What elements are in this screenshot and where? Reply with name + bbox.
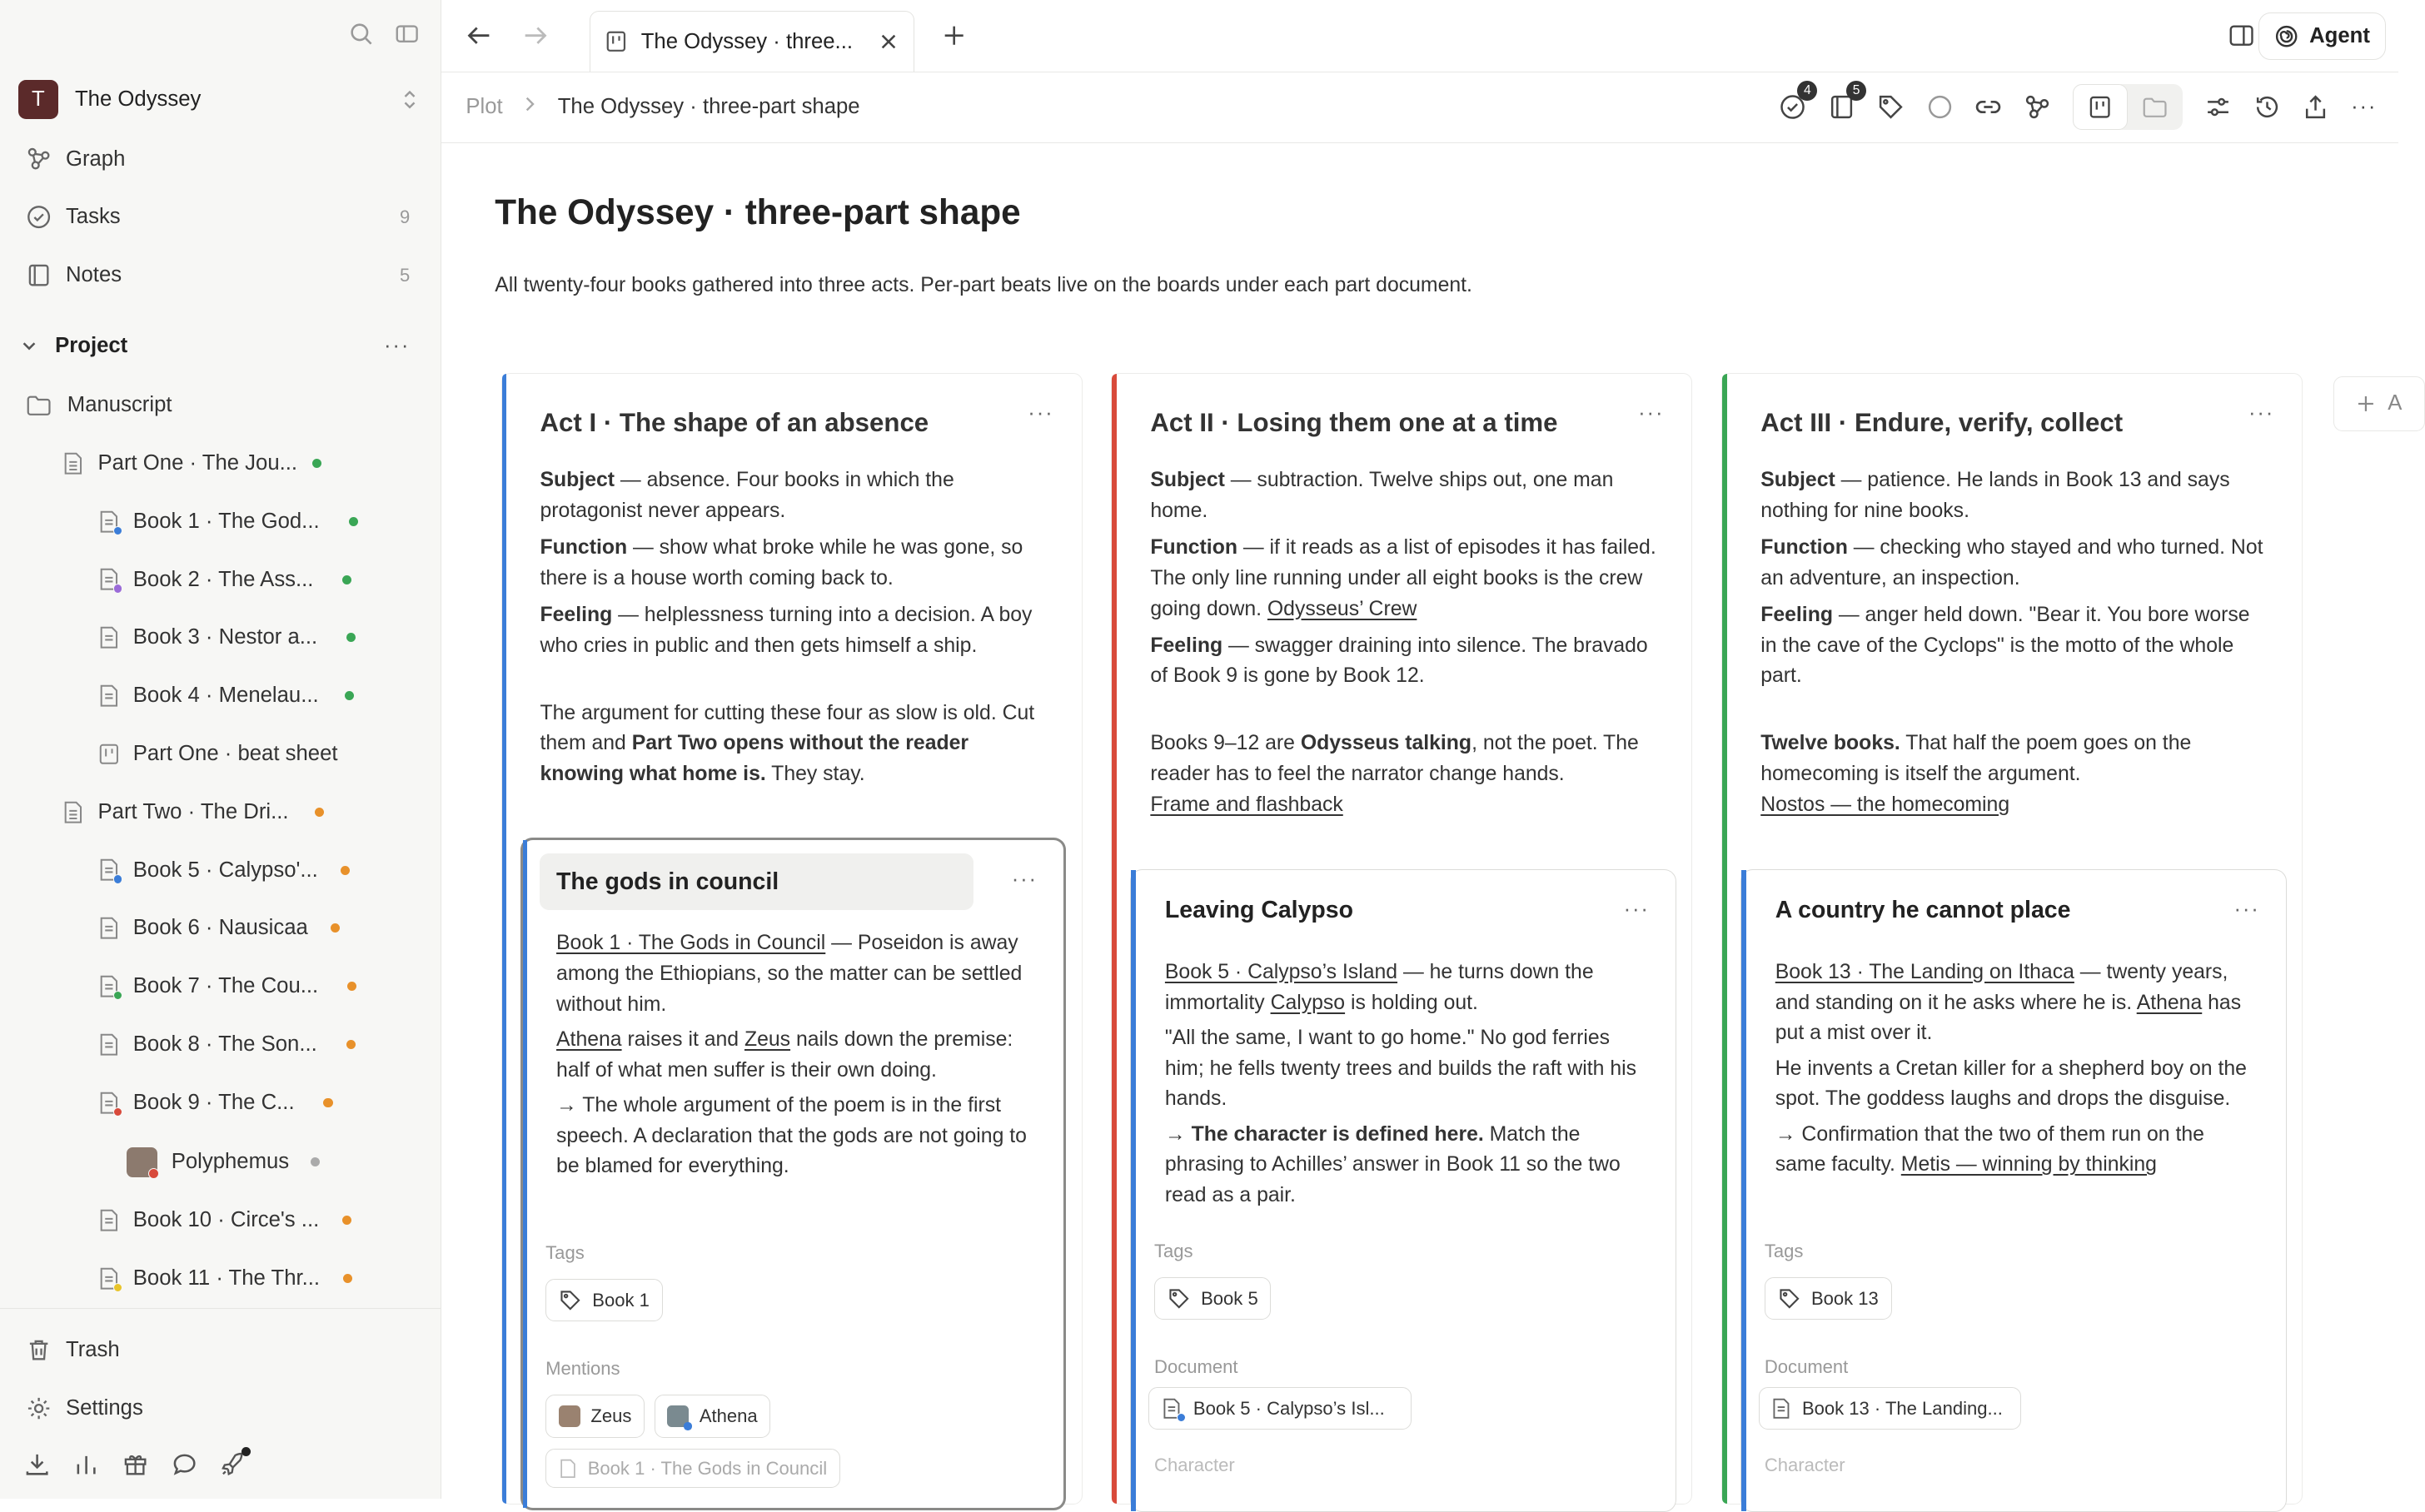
tag-icon (1778, 1287, 1801, 1311)
label: Feeling (1150, 634, 1223, 657)
tab-bar (441, 0, 2398, 72)
nav-label: Settings (65, 1396, 143, 1420)
label: Feeling (540, 603, 613, 626)
document-icon (98, 974, 120, 998)
document-chip-label: Book 5 · Calypso’s Isl... (1193, 1397, 1385, 1419)
workspace-switcher[interactable] (18, 80, 419, 120)
document-link[interactable]: Book 13 · The Landing on Ithaca (1775, 960, 2074, 983)
tree-label: Polyphemus (171, 1150, 290, 1174)
nav-graph[interactable] (26, 142, 410, 176)
act-description (1150, 465, 1661, 826)
character-avatar (127, 1147, 157, 1178)
board-icon (605, 30, 627, 53)
mention-chip[interactable] (655, 1395, 771, 1437)
link-icon[interactable] (1974, 93, 2002, 121)
document-icon (98, 510, 120, 534)
text: "All the same, I want to go home." No god ferries him; he fells twenty trees and builds the raft with his hands. (1164, 1026, 1636, 1111)
act-column-1 (501, 373, 1083, 1505)
card-body (556, 928, 1036, 1186)
bold-text: Twelve books. (1760, 732, 1900, 755)
tree-label: Book 9 · The C... (132, 1090, 295, 1114)
text: — Poseidon is away among the Ethiopians, so the matter can be settled without him. (556, 932, 1023, 1016)
text: That half the poem goes on the homecoming is itself the argument. (1760, 732, 2192, 785)
document-icon (559, 1458, 577, 1480)
chat-icon[interactable] (172, 1451, 197, 1477)
card-color-bar (523, 840, 528, 1508)
add-column-button[interactable] (2333, 376, 2425, 431)
document-label: Document (1764, 1356, 1849, 1378)
status-dot (311, 1157, 320, 1166)
text: — subtraction. Twelve ships out, one man home. (1150, 469, 1614, 523)
tree-label: Book 5 · Calypso'... (132, 858, 318, 882)
more-icon[interactable]: ··· (2351, 95, 2378, 119)
more-icon[interactable]: ··· (1638, 401, 1665, 425)
text: , not the poet. The reader has to feel the narrator change hands. (1150, 732, 1639, 785)
notes-icon[interactable] (1828, 83, 1860, 121)
add-column-label: A (2388, 391, 2403, 415)
mention-label: Athena (699, 1405, 758, 1427)
tree-label: Book 7 · The Cou... (132, 974, 319, 998)
text: — helplessness turning into a decision. A boy who cries in public and then gets himself a ship. (540, 603, 1033, 657)
card-body (1165, 957, 1648, 1216)
board-icon (98, 743, 120, 766)
document-icon (98, 684, 120, 708)
character-avatar (667, 1405, 689, 1427)
split-view-icon[interactable] (2228, 23, 2254, 47)
document-link[interactable]: Book 1 · The Gods in Council (556, 932, 826, 955)
label: Subject (540, 469, 615, 492)
breadcrumb-parent[interactable]: Plot (466, 95, 503, 119)
beat-card[interactable] (1130, 869, 1676, 1511)
nav-label: Graph (65, 147, 126, 171)
text: → The whole argument of the poem is in the first speech. A declaration that the gods are not going to be blamed for everything. (556, 1093, 1027, 1178)
text: — patience. He lands in Book 13 and says nothing for nine books. (1760, 469, 2230, 523)
check-circle-icon (26, 204, 52, 230)
project-section-header[interactable] (20, 329, 410, 362)
more-icon[interactable]: ··· (2248, 401, 2275, 425)
text: — show what broke while he was gone, so there is a house worth coming back to. (540, 536, 1023, 589)
sidebar (0, 0, 441, 1499)
page-title: The Odyssey · three-part shape (495, 192, 1021, 232)
text: → Confirmation that the two of them run on the same faculty. (1775, 1122, 2204, 1176)
document-icon (98, 567, 120, 591)
act-description (540, 465, 1051, 796)
document-link[interactable]: Nostos — the homecoming (1760, 793, 2010, 816)
back-arrow-icon[interactable] (465, 23, 492, 47)
tree-item-book-5[interactable] (98, 853, 351, 887)
tree-item-book-6[interactable] (98, 912, 341, 945)
beat-card[interactable] (1740, 869, 2287, 1511)
gear-icon (26, 1395, 52, 1421)
character-avatar (559, 1405, 580, 1427)
tag-chip[interactable] (1154, 1277, 1271, 1320)
status-dot (315, 808, 324, 817)
tree-label: Book 1 · The God... (132, 509, 320, 533)
mentions-label: Mentions (545, 1358, 620, 1380)
folder-icon (26, 394, 52, 417)
tree-item-part-one[interactable] (62, 446, 321, 480)
tag-chip[interactable] (1765, 1277, 1892, 1320)
nav-count: 5 (399, 264, 411, 286)
view-toggle-group (2073, 84, 2183, 130)
label: Function (1150, 536, 1237, 560)
text: — anger held down. "Bear it. You bore worse in the cave of the Cyclops" is the motto of the whole part. (1760, 603, 2250, 688)
document-label: Book 1 · The Gods in Council (587, 1457, 828, 1479)
tag-icon[interactable] (1877, 93, 1905, 121)
tab-title: The Odyssey · three... (640, 29, 853, 53)
character-link[interactable]: Zeus (744, 1027, 791, 1051)
download-icon[interactable] (24, 1451, 50, 1477)
tag-label: Book 13 (1810, 1287, 1879, 1309)
label: Function (540, 536, 628, 560)
bold-text: Part Two opens without the reader knowing what home is. (540, 732, 969, 785)
tags-label: Tags (1764, 1240, 1804, 1261)
character-label: Character (1764, 1454, 1845, 1475)
document-icon (98, 625, 120, 649)
nav-settings[interactable] (26, 1391, 410, 1425)
breadcrumb (441, 72, 2398, 142)
tree-item-book-8[interactable] (98, 1027, 356, 1061)
card-color-bar (1741, 870, 1746, 1510)
tags-label: Tags (1154, 1240, 1193, 1261)
workspace-avatar: T (18, 80, 58, 120)
nav-label: Notes (65, 263, 122, 287)
card-color-bar (1131, 870, 1136, 1510)
tree-item-book-3[interactable] (98, 621, 356, 654)
tree-item-manuscript[interactable] (26, 389, 172, 422)
tags-label: Tags (545, 1241, 585, 1263)
status-dot (342, 575, 351, 584)
more-icon[interactable]: ··· (2233, 898, 2260, 922)
nav-label: Trash (65, 1338, 120, 1362)
tree-item-book-10[interactable] (98, 1204, 351, 1237)
tree-label: Part One · The Jou... (97, 451, 298, 475)
character-link[interactable]: Athena (2136, 991, 2203, 1014)
sidebar-toggle-icon[interactable] (395, 22, 419, 46)
tasks-count-badge: 4 (1797, 81, 1817, 101)
act-color-bar (1722, 374, 1727, 1504)
tag-icon (1168, 1287, 1191, 1311)
text: They stay. (765, 763, 865, 785)
trash-icon (26, 1337, 52, 1363)
document-icon (62, 451, 84, 475)
document-chip[interactable] (1148, 1387, 1412, 1430)
text: — twenty years, and standing on it he asks where he is. (1775, 960, 2228, 1014)
text: — checking who stayed and who turned. Not an adventure, an inspection. (1760, 536, 2263, 589)
nav-label: Tasks (65, 205, 121, 229)
act-column-2 (1111, 373, 1692, 1505)
document-icon (98, 1266, 120, 1291)
status-dot (347, 982, 356, 991)
status-dot (341, 866, 350, 875)
bold-text: The character is defined here. (1191, 1122, 1484, 1146)
document-icon (98, 1032, 120, 1057)
graph-icon[interactable] (2024, 93, 2051, 121)
agent-spiral-icon (2274, 24, 2298, 48)
text: — if it reads as a list of episodes it has failed. The only line running under all eight books is the crew going down. (1150, 536, 1656, 620)
folder-view-icon[interactable] (2128, 84, 2183, 130)
document-icon (98, 916, 120, 940)
text: — he turns down the immortality (1164, 960, 1594, 1014)
main-area (441, 0, 2403, 1499)
nav-trash[interactable] (26, 1334, 410, 1367)
tree-item-book-1[interactable] (98, 505, 358, 538)
act-color-bar (1112, 374, 1117, 1504)
text: Match the phrasing to Achilles’ answer in Book 11 so the two read as a pair. (1164, 1122, 1621, 1207)
tree-item-book-2[interactable] (98, 563, 352, 596)
close-icon[interactable] (879, 32, 898, 51)
card-title[interactable]: A country he cannot place (1775, 897, 2071, 924)
act-description (1760, 465, 2271, 826)
board-view-icon[interactable] (2073, 84, 2128, 130)
act-title: Act I · The shape of an absence (540, 407, 929, 437)
breadcrumb-current: The Odyssey · three-part shape (557, 95, 860, 119)
document-link[interactable]: Frame and flashback (1150, 793, 1343, 816)
document-link[interactable]: Metis — winning by thinking (1900, 1153, 2157, 1176)
tree-item-part-two[interactable] (62, 795, 323, 828)
document-link[interactable]: Odysseus’ Crew (1267, 597, 1417, 620)
card-body (1775, 957, 2258, 1186)
share-icon[interactable] (2302, 93, 2329, 121)
label: Subject (1150, 469, 1225, 492)
tree-item-book-4[interactable] (98, 679, 354, 713)
note-icon (26, 262, 52, 288)
document-icon (98, 1091, 120, 1115)
more-icon[interactable]: ··· (1011, 867, 1038, 891)
forward-arrow-icon[interactable] (522, 23, 550, 47)
text: Books 9–12 are (1150, 732, 1301, 755)
plus-icon (2356, 394, 2376, 414)
status-dot (312, 459, 321, 468)
label: Function (1760, 536, 1848, 560)
chevron-down-icon (20, 336, 38, 355)
label: Feeling (1760, 603, 1833, 626)
nav-count: 9 (399, 206, 411, 227)
history-icon[interactable] (2253, 93, 2281, 121)
tag-label: Book 5 (1201, 1287, 1258, 1309)
graph-icon (26, 146, 52, 172)
status-dot (346, 1040, 356, 1049)
gift-icon[interactable] (122, 1451, 148, 1477)
card-title[interactable]: Leaving Calypso (1164, 897, 1354, 924)
document-toolbar (1779, 72, 2377, 142)
document-icon (1771, 1397, 1791, 1420)
text: → (1164, 1122, 1192, 1146)
tree-label: Book 11 · The Thr... (132, 1266, 321, 1290)
more-icon[interactable]: ··· (1028, 401, 1054, 425)
document-link[interactable]: Book 5 · Calypso’s Island (1164, 960, 1398, 983)
tree-item-beat-sheet[interactable] (98, 737, 338, 770)
tree-label: Book 2 · The Ass... (132, 567, 314, 591)
label: Subject (1760, 469, 1835, 492)
document-label: Document (1154, 1356, 1238, 1378)
tag-label: Book 1 (592, 1289, 650, 1311)
document-icon (98, 858, 120, 882)
tree-label: Book 10 · Circe's ... (132, 1208, 320, 1232)
sliders-icon[interactable] (2204, 93, 2232, 121)
text: The argument for cutting these four as slow is old. Cut them and (540, 701, 1035, 755)
tree-item-book-9[interactable] (98, 1086, 333, 1119)
mention-chip[interactable] (545, 1395, 645, 1437)
text: raises it and (621, 1027, 744, 1051)
text: is holding out. (1345, 991, 1478, 1014)
status-dot (343, 1274, 352, 1283)
tree-label: Book 6 · Nausicaa (132, 916, 308, 940)
nav-tasks[interactable] (26, 201, 410, 234)
text: — absence. Four books in which the protagonist never appears. (540, 469, 954, 523)
document-icon (1161, 1396, 1183, 1420)
more-icon[interactable]: ··· (1623, 898, 1650, 922)
character-link[interactable]: Athena (556, 1027, 622, 1051)
tag-icon (559, 1289, 582, 1312)
stats-icon[interactable] (73, 1451, 99, 1477)
tree-label: Part Two · The Dri... (97, 799, 289, 823)
character-label: Character (1154, 1454, 1235, 1475)
chevron-updown-icon (401, 87, 419, 112)
agent-label: Agent (2309, 23, 2370, 47)
tree-label: Book 4 · Menelau... (132, 684, 319, 708)
act-title: Act III · Endure, verify, collect (1760, 407, 2124, 437)
document-icon (62, 800, 84, 824)
character-link[interactable]: Calypso (1270, 991, 1346, 1014)
bold-text: Odysseus talking (1300, 732, 1472, 755)
status-dot (346, 633, 356, 642)
status-dot (323, 1098, 332, 1107)
sidebar-footer (0, 1308, 441, 1499)
notes-count-badge: 5 (1846, 81, 1866, 101)
tree-label: Book 8 · The Son... (132, 1032, 317, 1056)
new-tab-plus-icon[interactable] (942, 23, 966, 47)
mention-label: Zeus (590, 1405, 632, 1427)
status-dot (342, 1216, 351, 1225)
text: has put a mist over it. (1775, 991, 2242, 1045)
tag-chip[interactable] (545, 1279, 662, 1321)
tree-label: Part One · beat sheet (132, 742, 338, 765)
document-chip[interactable] (545, 1449, 840, 1489)
nav-notes[interactable] (26, 258, 410, 291)
workspace-name: The Odyssey (74, 87, 202, 111)
act-color-bar (502, 374, 507, 1504)
tree-item-book-11[interactable] (98, 1261, 352, 1295)
beat-card[interactable] (520, 838, 1067, 1510)
text: — swagger draining into silence. The bravado of Book 9 is gone by Book 12. (1150, 634, 1648, 688)
tree-item-book-7[interactable] (98, 969, 357, 1002)
status-dot (331, 923, 340, 933)
search-icon[interactable] (349, 22, 373, 46)
tree-label: Manuscript (67, 393, 172, 417)
status-circle-icon[interactable] (1926, 93, 1954, 121)
document-chip-label: Book 13 · The Landing... (1801, 1397, 2003, 1419)
status-dot (349, 517, 358, 526)
project-label: Project (55, 333, 128, 357)
tree-label: Book 3 · Nestor a... (132, 625, 318, 649)
act-column-3 (1721, 373, 2303, 1505)
text: nails down the premise: half of what men suffer is their own doing. (556, 1027, 1013, 1082)
tree-item-polyphemus[interactable] (127, 1146, 319, 1179)
tab-active[interactable] (590, 11, 914, 72)
status-dot (345, 691, 354, 700)
rocket-icon[interactable] (220, 1451, 246, 1477)
page-subtitle: All twenty-four books gathered into three acts. Per-part beats live on the boards under each part document. (495, 273, 1472, 296)
tasks-icon[interactable] (1779, 83, 1811, 121)
agent-button[interactable] (2258, 12, 2387, 60)
document-chip[interactable] (1759, 1387, 2022, 1430)
document-icon (98, 1208, 120, 1232)
text: He invents a Cretan killer for a shepherd boy on the spot. The goddess laughs and drops the disguise. (1775, 1057, 2247, 1111)
chevron-right-icon (524, 95, 536, 119)
act-title: Act II · Losing them one at a time (1150, 407, 1558, 437)
more-icon[interactable]: ··· (384, 333, 411, 357)
card-title[interactable]: The gods in council (540, 853, 974, 910)
